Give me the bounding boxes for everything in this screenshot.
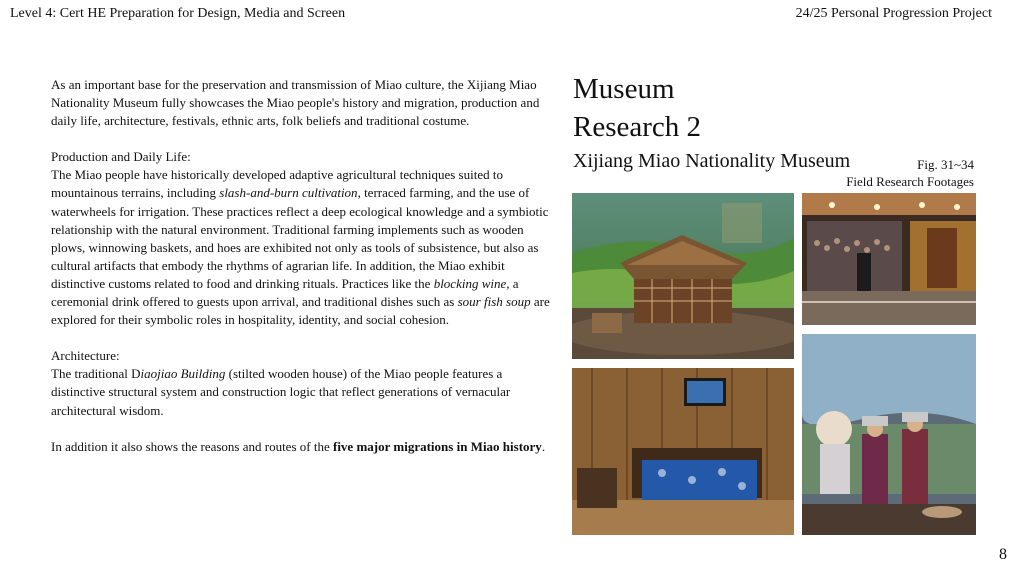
migration-strong: five major migrations in Miao history	[332, 438, 542, 454]
body-text	[51, 76, 551, 456]
page-number: 8	[999, 546, 1007, 563]
page-subtitle: Xijiang Miao Nationality Museum	[573, 150, 851, 172]
page-title-line-2: Research 2	[573, 111, 702, 143]
header-project-title: 24/25 Personal Progression Project	[795, 6, 992, 21]
production-emphasis-1: slash-and-burn cultivation	[219, 185, 358, 201]
photo-costume-figures	[802, 334, 976, 535]
production-text-1: The Miao people have historically developed adaptive agricultural techniques suited to mountainous terrains, including	[51, 167, 503, 201]
header-course-title: Level 4: Cert HE Preparation for Design, Media and Screen	[10, 6, 346, 21]
migration-text-2: .	[541, 438, 546, 454]
migration-paragraph	[51, 438, 551, 456]
page-title-line-1: Museum	[573, 73, 675, 105]
production-emphasis-3: sour fish soup	[457, 294, 531, 310]
photo-diaojiao-model	[572, 193, 794, 359]
intro-paragraph: As an important base for the preservation and transmission of Miao culture, the Xijiang Miao Nationality Museum fully showcases the Miao people's history and migration, production and daily life, architecture, festivals, ethnic arts, folk beliefs and traditional costume.	[51, 77, 540, 129]
architecture-paragraph	[51, 347, 551, 419]
architecture-heading: Architecture:	[51, 348, 120, 364]
title-block	[573, 70, 850, 173]
production-heading: Production and Daily Life:	[51, 149, 191, 165]
production-text-4: are explored for their symbolic roles in hospitality, identity, and social cohesion.	[51, 294, 550, 328]
production-text-2: , terraced farming, and the use of waterwheels for irrigation. These practices reflect a deep ecological knowledge and a symbiotic relationship with the natural environment. Traditional farming implements such as wooden plows, winnowing baskets, and hoes are exhibited not only as tools of subsistence, but also as cultural artifacts that embody the rhythms of agrarian life. In addition, the Miao exhibit distinctive customs related to food and drinking rituals. Practices like the	[51, 185, 549, 291]
figure-caption: Field Research Footages	[846, 174, 974, 189]
production-paragraph	[51, 148, 551, 329]
production-text-3: , a ceremonial drink offered to guests upon arrival, and traditional dishes such as	[51, 275, 519, 310]
photo-festival-exhibit	[802, 193, 976, 325]
figure-label: Fig. 31~34	[917, 157, 974, 172]
architecture-text-1: The traditional D	[51, 366, 141, 382]
architecture-text-2: (stilted wooden house) of the Miao people features a distinctive structural system and construction logic that reflect generations of vernacular architectural wisdom.	[51, 366, 511, 418]
photo-bedroom-exhibit	[572, 368, 794, 535]
migration-text-1: In addition it also shows the reasons and routes of the	[51, 438, 333, 454]
architecture-emphasis: iaojiao Building	[140, 366, 226, 382]
production-emphasis-2: blocking wine	[433, 275, 507, 291]
